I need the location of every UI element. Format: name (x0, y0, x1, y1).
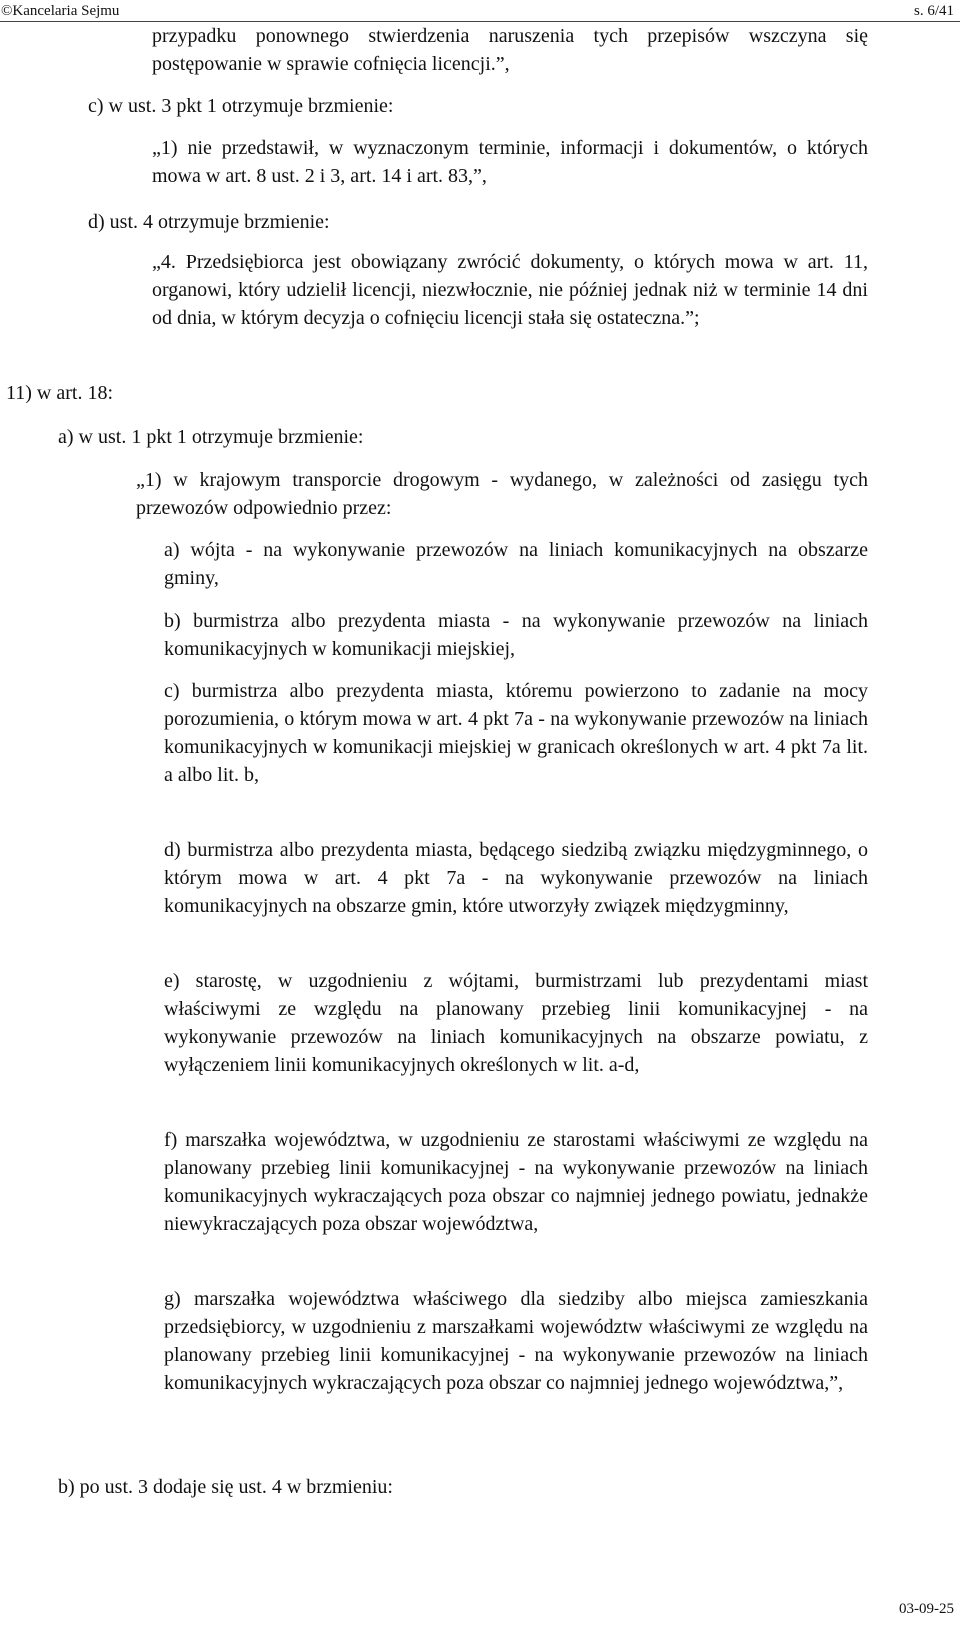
list-item-f: f) marszałka województwa, w uzgodnieniu ze starostami właściwymi ze względu na planowany przebieg linii komunikacyjnej - na wykonywanie przewozów na liniach komunikacyjnych wykraczających poza obszar co najmniej jednego powiatu, jednakże niewykraczających poza obszar województwa, (164, 1129, 868, 1235)
pkt-1-quote: „1) w krajowym transporcie drogowym - wydanego, w zależności od zasięgu tych przewozów odpowiednio przez: (136, 469, 868, 519)
page-number: s. 6/41 (913, 3, 954, 19)
list-item-b: b) burmistrza albo prezydenta miasta - na wykonywanie przewozów na liniach komunikacyjnych w komunikacji miejskiej, (164, 610, 868, 660)
point-d-quote: „4. Przedsiębiorca jest obowiązany zwrócić dokumenty, o których mowa w art. 11, organowi, który udzielił licencji, niezwłocznie, nie później jednak niż w terminie 14 dni od dnia, w którym decyzja o cofnięciu licencji stała się ostateczna.”; (152, 251, 868, 329)
point-c-intro: c) w ust. 3 pkt 1 otrzymuje brzmienie: (88, 95, 394, 117)
list-item-e: e) starostę, w uzgodnieniu z wójtami, burmistrzami lub prezydentami miast właściwymi ze względu na planowany przebieg linii komunikacyjnej - na wykonywanie przewozów na liniach komunikacyjnych na obszarze powiatu, z wyłączeniem linii komunikacyjnych określonych w lit. a-d, (164, 970, 868, 1076)
list-item-d: d) burmistrza albo prezydenta miasta, będącego siedzibą związku międzygminnego, o którym mowa w art. 4 pkt 7a - na wykonywanie przewozów na liniach komunikacyjnych na obszarze gmin, które utworzyły związek międzygminny, (164, 839, 868, 917)
list-item-a: a) wójta - na wykonywanie przewozów na liniach komunikacyjnych na obszarze gminy, (164, 539, 868, 589)
footer-date: 03-09-25 (899, 1601, 954, 1617)
point-a-intro: a) w ust. 1 pkt 1 otrzymuje brzmienie: (58, 426, 364, 448)
point-b-intro: b) po ust. 3 dodaje się ust. 4 w brzmieniu: (58, 1476, 393, 1498)
paragraph-continuation: przypadku ponownego stwierdzenia naruszenia tych przepisów wszczyna się postępowanie w sprawie cofnięcia licencji.”, (152, 25, 868, 75)
list-item-c: c) burmistrza albo prezydenta miasta, któremu powierzono to zadanie na mocy porozumienia, o którym mowa w art. 4 pkt 7a - na wykonywanie przewozów na liniach komunikacyjnych w komunikacji miejskiej w granicach określonych w art. 4 pkt 7a lit. a albo lit. b, (164, 680, 868, 786)
point-c-quote: „1) nie przedstawił, w wyznaczonym terminie, informacji i dokumentów, o których mowa w art. 8 ust. 2 i 3, art. 14 i art. 83,”, (152, 137, 868, 187)
list-item-g: g) marszałka województwa właściwego dla siedziby albo miejsca zamieszkania przedsiębiorcy, w uzgodnieniu z marszałkami województw właściwymi ze względu na planowany przebieg linii komunikacyjnej - na wykonywanie przewozów na liniach komunikacyjnych wykraczających poza obszar co najmniej jednego województwa,”, (164, 1288, 868, 1394)
article-11-heading: 11) w art. 18: (6, 382, 114, 404)
publisher-label: ©Kancelaria Sejmu (1, 3, 120, 19)
point-d-intro: d) ust. 4 otrzymuje brzmienie: (88, 211, 330, 233)
